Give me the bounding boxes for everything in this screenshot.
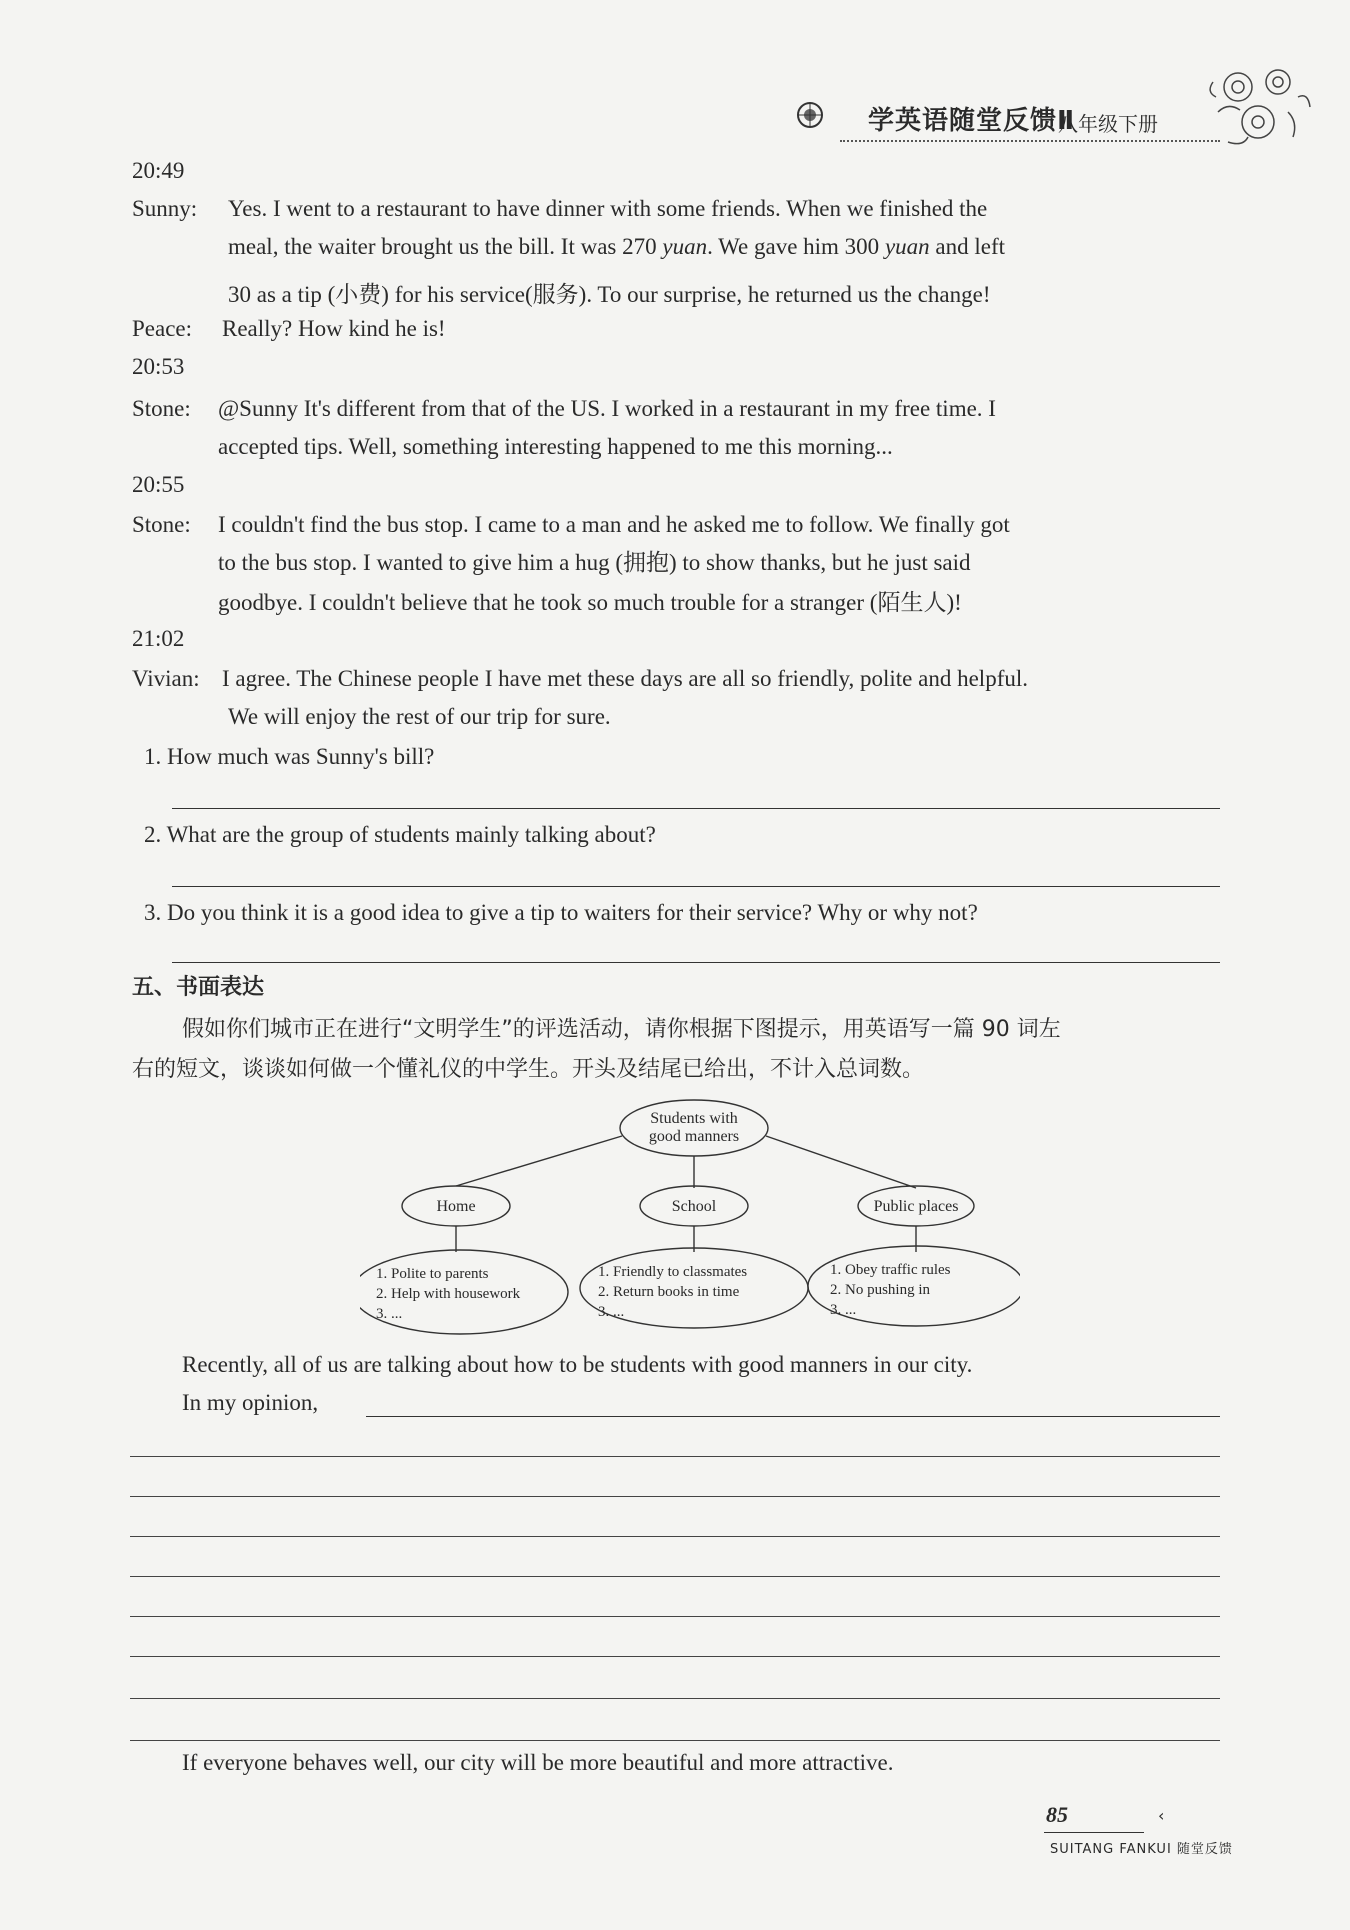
leaf-item: 3. ... [598,1304,625,1320]
leaf-item: 1. Friendly to classmates [598,1264,748,1280]
writing-line[interactable] [130,1456,1220,1457]
instruction-text: 右的短文，谈谈如何做一个懂礼仪的中学生。开头及结尾已给出，不计入总词数。 [132,1057,925,1082]
speaker-name: Peace: [132,316,193,341]
writing-line[interactable] [130,1616,1220,1617]
essay-closing: If everyone behaves well, our city will be more beautiful and more attractive. [182,1750,894,1775]
message-line: to the bus stop. I wanted to give him a hug (拥抱) to show thanks, but he just said [218,550,971,575]
leaf-item: 1. Polite to parents [376,1266,489,1282]
speaker-name: Stone: [132,396,191,421]
answer-line[interactable] [172,886,1220,887]
branch-label-school: School [671,1198,717,1215]
answer-line[interactable] [172,962,1220,963]
branch-label-public-places: Public places [873,1198,959,1215]
question-3: 3. Do you think it is a good idea to give a tip to waiters for their service? Why or why not? [144,900,978,925]
question-1: 1. How much was Sunny's bill? [144,744,435,769]
writing-line[interactable] [130,1698,1220,1699]
speaker-name: Stone: [132,512,191,537]
writing-line[interactable] [130,1740,1220,1741]
speaker-name: Vivian: [132,666,200,691]
arrow-left-icon: ‹ [1158,1806,1165,1825]
footer-divider [1044,1832,1144,1833]
timestamp: 20:53 [132,354,185,379]
timestamp: 21:02 [132,626,185,651]
header-subtitle: 八年级下册 [1058,112,1158,136]
instruction-text: 假如你们城市正在进行“文明学生”的评选活动，请你根据下图提示，用英语写一篇 90 词左 [182,1017,1061,1042]
message-line: accepted tips. Well, something interesting happened to me this morning... [218,434,893,459]
question-2: 2. What are the group of students mainly talking about? [144,822,656,847]
writing-line[interactable] [130,1576,1220,1577]
message-line: meal, the waiter brought us the bill. It was 270 yuan. We gave him 300 yuan and left [228,234,1006,259]
message-line: goodbye. I couldn't believe that he took so much trouble for a stranger (陌生人)! [218,590,962,615]
essay-opening: Recently, all of us are talking about how to be students with good manners in our city. [182,1352,973,1377]
message-line: @Sunny It's different from that of the US. I worked in a restaurant in my free time. I [218,396,996,421]
section-title: 五、书面表达 [132,975,265,1000]
message-line: Yes. I went to a restaurant to have dinner with some friends. When we finished the [228,196,988,221]
writing-line[interactable] [130,1656,1220,1657]
leaf-item: 2. Return books in time [598,1284,740,1300]
flower-decoration-icon [1198,52,1318,162]
mind-map-diagram [360,1090,1020,1340]
message-line: We will enjoy the rest of our trip for sure. [228,704,611,729]
leaf-item: 3. ... [830,1302,857,1318]
writing-line[interactable] [366,1416,1220,1417]
message-line: I couldn't find the bus stop. I came to a man and he asked me to follow. We finally got [218,512,1010,537]
writing-line[interactable] [130,1496,1220,1497]
leaf-item: 2. No pushing in [830,1282,931,1298]
leaf-item: 2. Help with housework [376,1286,521,1302]
message-line: I agree. The Chinese people I have met these days are all so friendly, polite and helpful. [222,666,1028,691]
branch-label-home: Home [436,1198,476,1215]
timestamp: 20:49 [132,158,185,183]
message-line: Really? How kind he is! [222,316,446,341]
leaf-item: 1. Obey traffic rules [830,1262,951,1278]
leaf-item: 3. ... [376,1306,403,1322]
root-label: Students with [650,1110,738,1127]
globe-icon [795,100,825,130]
header-title: 学英语随堂反馈Ⅱ [868,106,1076,136]
footer-series: SUITANG FANKUI 随堂反馈 [1050,1842,1233,1857]
header-divider [840,140,1220,142]
answer-line[interactable] [172,808,1220,809]
page-number: 85 [1046,1802,1068,1827]
root-label: good manners [648,1128,740,1145]
timestamp: 20:55 [132,472,185,497]
writing-line[interactable] [130,1536,1220,1537]
message-line: 30 as a tip (小费) for his service(服务). To our surprise, he returned us the change! [228,282,991,307]
speaker-name: Sunny: [132,196,198,221]
essay-prompt: In my opinion, [182,1390,319,1415]
